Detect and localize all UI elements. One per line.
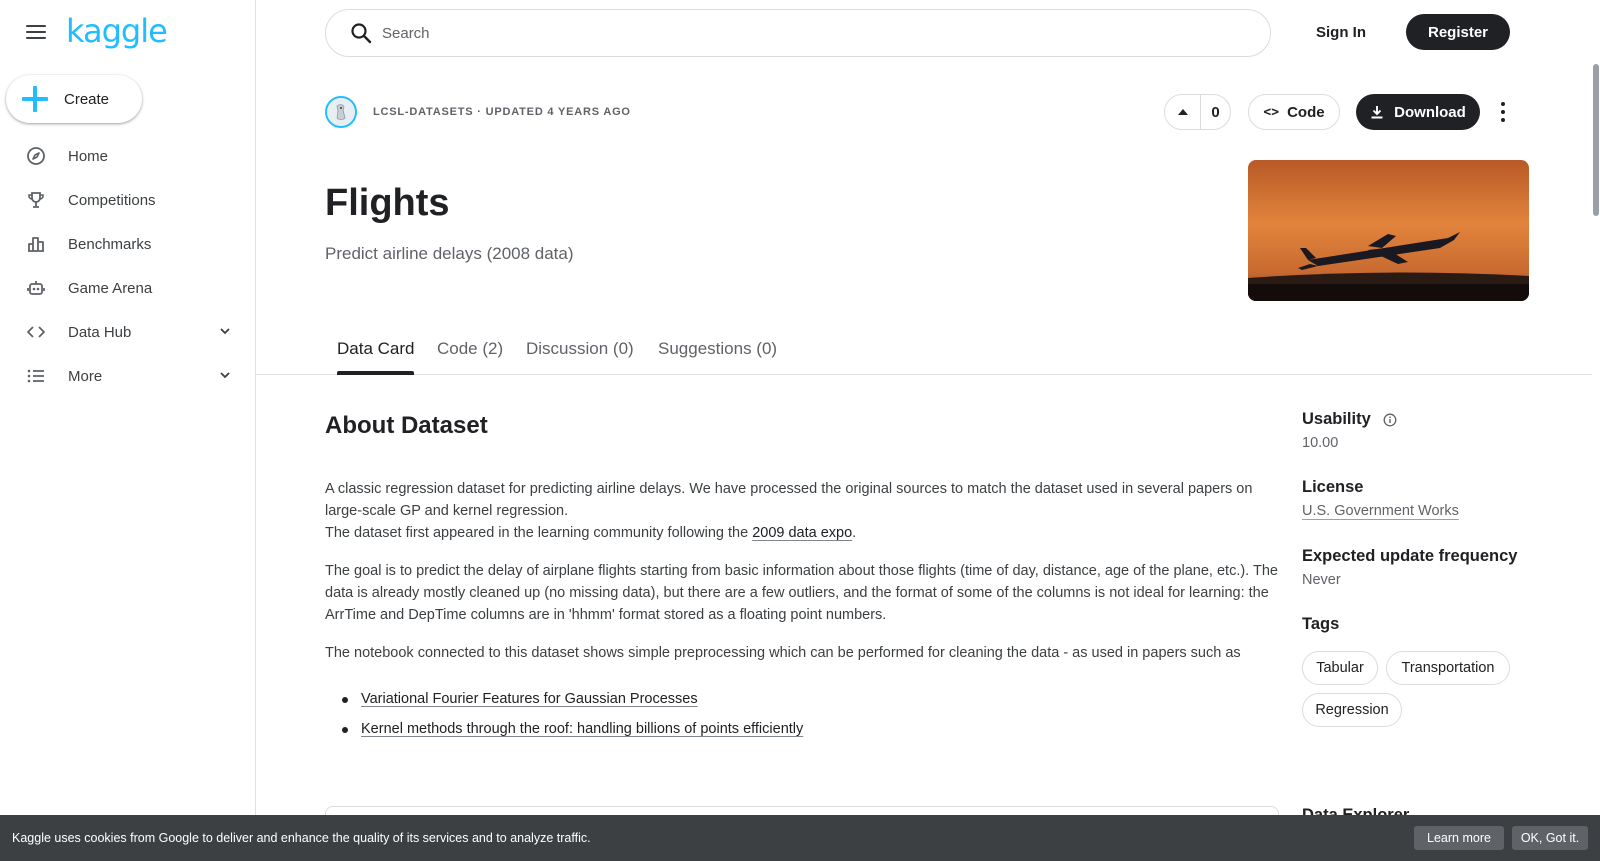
usability-label: Usability <box>1302 410 1371 428</box>
list-icon <box>26 366 46 386</box>
upvote-button[interactable] <box>1165 95 1201 129</box>
tab-label: Code (2) <box>437 339 504 358</box>
download-icon <box>1370 105 1384 119</box>
sidebar-item-game-arena[interactable] <box>0 266 256 310</box>
license-label: License <box>1302 478 1364 496</box>
trophy-icon <box>26 190 46 210</box>
sidebar-item-label: Home <box>68 147 109 165</box>
ok-got-it-button[interactable]: OK, Got it. <box>1512 826 1588 850</box>
about-paragraph-1 <box>325 478 1280 544</box>
search-bar[interactable] <box>325 9 1271 57</box>
plus-icon <box>22 86 48 112</box>
tags-label: Tags <box>1302 615 1340 633</box>
robot-icon <box>26 278 46 298</box>
sidebar-item-label: Competitions <box>68 191 156 209</box>
about-text: The dataset first appeared in the learning community following the <box>325 525 753 541</box>
tab-discussion[interactable] <box>526 339 634 375</box>
sidebar-item-competitions[interactable] <box>0 178 256 222</box>
sidebar-item-more[interactable] <box>0 354 256 398</box>
tag-chip[interactable]: Transportation <box>1386 651 1510 685</box>
sidebar-nav <box>0 134 256 398</box>
dataset-tabs <box>256 325 1592 375</box>
code-button[interactable] <box>1248 94 1340 130</box>
download-button[interactable] <box>1356 94 1480 130</box>
sidebar <box>0 0 256 861</box>
upvote-widget <box>1164 94 1231 130</box>
search-icon <box>350 22 372 44</box>
sign-in-button[interactable]: Sign In <box>1316 24 1366 41</box>
sidebar-item-label: Data Hub <box>68 323 132 341</box>
about-paragraph-3: The notebook connected to this dataset shows simple preprocessing which can be performed for cleaning the data - as used in papers such as <box>325 645 1241 661</box>
kaggle-logo[interactable]: kaggle <box>66 12 167 50</box>
page-title: Flights <box>325 182 450 224</box>
page-subtitle: Predict airline delays (2008 data) <box>325 244 574 263</box>
sidebar-item-home[interactable] <box>0 134 256 178</box>
sidebar-item-benchmarks[interactable] <box>0 222 256 266</box>
frequency-label: Expected update frequency <box>1302 547 1518 565</box>
scrollbar-thumb[interactable] <box>1593 64 1599 216</box>
menu-icon[interactable] <box>24 22 48 42</box>
sidebar-item-label: More <box>68 367 103 385</box>
cookie-banner <box>0 815 1600 861</box>
active-tab-indicator <box>337 371 414 375</box>
about-text: A classic regression dataset for predicting airline delays. We have processed the original sources to match the dataset used in several papers on large-scale GP and kernel regression. <box>325 481 1253 519</box>
create-label: Create <box>64 90 110 108</box>
create-button[interactable] <box>6 75 142 123</box>
tag-chip[interactable]: Regression <box>1302 693 1402 727</box>
tab-label: Data Card <box>337 339 415 358</box>
tab-code[interactable] <box>437 339 503 375</box>
tab-data-card[interactable] <box>337 339 414 375</box>
data-expo-link[interactable]: 2009 data expo <box>752 525 853 541</box>
usability-value: 10.00 <box>1302 435 1339 451</box>
chevron-down-icon[interactable] <box>218 324 232 338</box>
search-input[interactable] <box>382 25 1182 42</box>
info-icon[interactable] <box>1383 413 1397 427</box>
sidebar-item-label: Benchmarks <box>68 235 152 253</box>
frequency-value: Never <box>1302 572 1341 588</box>
learn-more-button[interactable]: Learn more <box>1414 826 1504 850</box>
download-label: Download <box>1394 103 1466 121</box>
list-item <box>342 688 698 710</box>
vote-count: 0 <box>1211 103 1220 121</box>
register-button[interactable]: Register <box>1406 14 1510 50</box>
dataset-cover-image <box>1248 160 1529 301</box>
tab-suggestions[interactable] <box>658 339 777 375</box>
cookie-text: Kaggle uses cookies from Google to deliver and enhance the quality of its services and to analyze traffic. <box>12 831 591 845</box>
tab-label: Discussion (0) <box>526 339 634 358</box>
about-text: . <box>852 525 857 541</box>
usability-section <box>1302 410 1397 429</box>
license-link[interactable]: U.S. Government Works <box>1302 503 1459 519</box>
about-paragraph-2: The goal is to predict the delay of airplane flights starting from basic information about those flights (time of day, distance, age of the plane, etc.). The data is already mostly cleaned up (no missing data), but there are a few outliers, and the format of some of the columns is not ideal for learning: the ArrTime and DepTime columns are in 'hhmm' format stored as a floating point numbers. <box>325 563 1278 623</box>
bar-chart-icon <box>26 234 46 254</box>
compass-icon <box>26 146 46 166</box>
caret-up-icon <box>1177 108 1189 116</box>
tag-chip[interactable]: Tabular <box>1302 651 1378 685</box>
dataset-meta: LCSL-DATASETS · UPDATED 4 YEARS AGO <box>373 106 631 118</box>
chevron-down-icon[interactable] <box>218 368 232 382</box>
about-dataset-heading: About Dataset <box>325 412 488 439</box>
code-icon: <> <box>1263 104 1280 120</box>
code-button-label: Code <box>1287 103 1325 121</box>
paper-link[interactable]: Kernel methods through the roof: handling billions of points efficiently <box>361 721 804 737</box>
tab-label: Suggestions (0) <box>658 339 778 358</box>
more-options-icon[interactable] <box>1496 100 1510 124</box>
list-item <box>342 718 803 740</box>
sidebar-item-label: Game Arena <box>68 279 153 297</box>
avatar[interactable] <box>325 96 357 128</box>
sidebar-item-data-hub[interactable] <box>0 310 256 354</box>
code-icon <box>26 322 46 342</box>
paper-link[interactable]: Variational Fourier Features for Gaussian Processes <box>361 691 698 707</box>
